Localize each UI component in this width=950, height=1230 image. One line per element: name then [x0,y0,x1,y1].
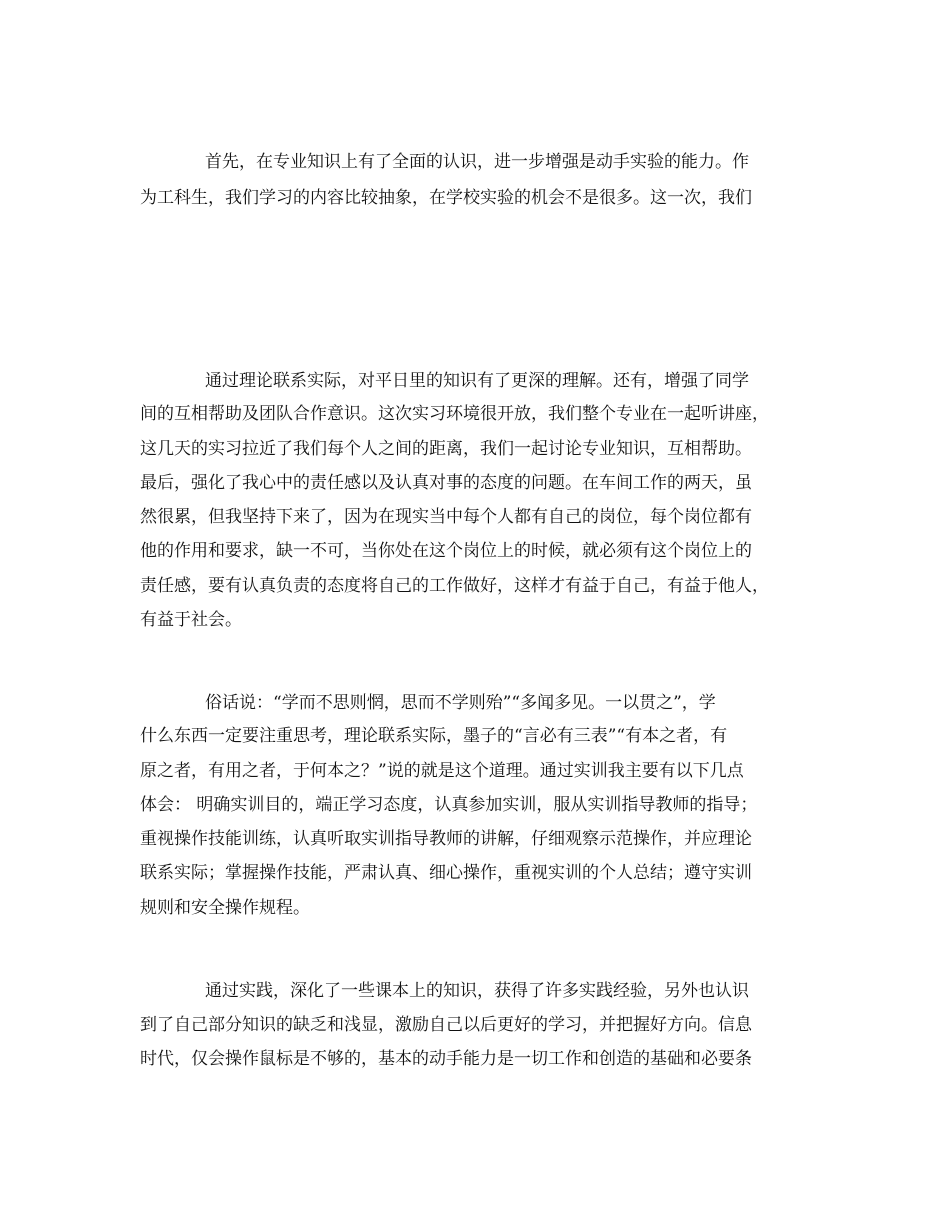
paragraph-2-line-4: 最后，强化了我心中的责任感以及认真对事的态度的问题。在车间工作的两天，虽 [140,473,752,493]
paragraph-3-line-2: 什么东西一定要注重思考，理论联系实际，墨子的“言必有三表”“有本之者，有 [140,726,728,746]
paragraph-4-line-2: 到了自己部分知识的缺乏和浅显，激励自己以后更好的学习，并把握好方向。信息 [140,1015,752,1035]
paragraph-1-line-2: 为工科生，我们学习的内容比较抽象，在学校实验的机会不是很多。这一次，我们 [140,188,752,208]
paragraph-2-line-2: 间的互相帮助及团队合作意识。这次实习环境很开放，我们整个专业在一起听讲座， [140,404,769,424]
paragraph-3-line-1: 俗话说：“学而不思则惘，思而不学则殆”“多闻多见。一以贯之”，学 [205,693,716,713]
paragraph-4-line-3: 时代，仅会操作鼠标是不够的，基本的动手能力是一切工作和创造的基础和必要条 [140,1049,752,1069]
paragraph-3-line-5: 重视操作技能训练，认真听取实训指导教师的讲解，仔细观察示范操作，并应理论 [140,829,752,849]
paragraph-2-line-3: 这几天的实习拉近了我们每个人之间的距离，我们一起讨论专业知识，互相帮助。 [140,439,752,459]
paragraph-2-line-7: 责任感，要有认真负责的态度将自己的工作做好，这样才有益于自己，有益于他人， [140,576,769,596]
paragraph-4-line-1: 通过实践，深化了一些课本上的知识，获得了许多实践经验，另外也认识 [205,981,749,1001]
paragraph-3-line-3: 原之者，有用之者，于何本之？”说的就是这个道理。通过实训我主要有以下几点 [140,761,744,781]
paragraph-3-line-7: 规则和安全操作规程。 [140,898,310,918]
paragraph-2-line-8: 有益于社会。 [140,610,242,630]
paragraph-3-line-4: 体会： 明确实训目的，端正学习态度，认真参加实训，服从实训指导教师的指导； [140,795,758,815]
paragraph-2-line-5: 然很累，但我坚持下来了，因为在现实当中每个人都有自己的岗位，每个岗位都有 [140,507,752,527]
paragraph-2-line-6: 他的作用和要求，缺一不可，当你处在这个岗位上的时候，就必须有这个岗位上的 [140,541,752,561]
paragraph-1-line-1: 首先，在专业知识上有了全面的认识，进一步增强是动手实验的能力。作 [205,152,749,172]
paragraph-2-line-1: 通过理论联系实际，对平日里的知识有了更深的理解。还有，增强了同学 [205,371,749,391]
paragraph-3-line-6: 联系实际；掌握操作技能，严肃认真、细心操作，重视实训的个人总结；遵守实训 [140,863,752,883]
